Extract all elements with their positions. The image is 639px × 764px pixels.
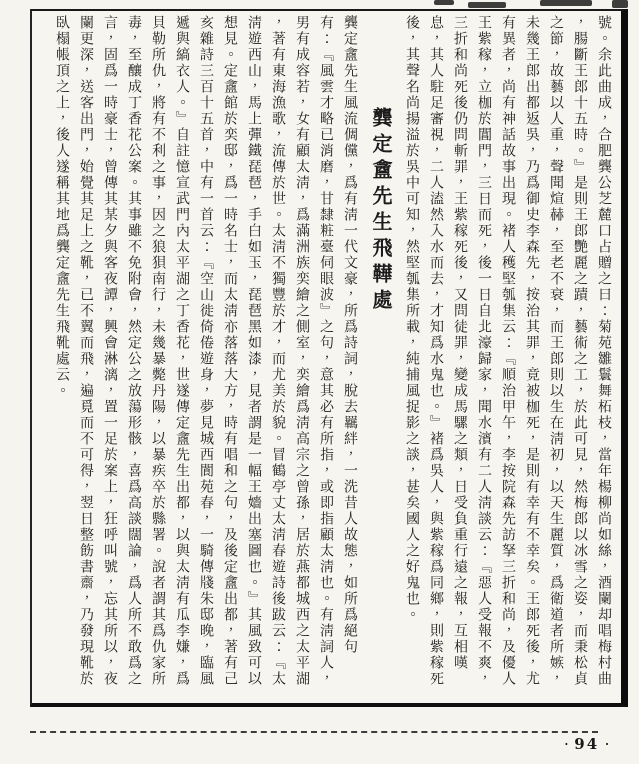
text-column: 後，其聲名尚揚溢於吳中可知，然堅瓠集所載，純捕風捉影之談，甚矣國人之好鬼也。 — [404, 15, 420, 623]
text-column: 王紫稼，立枷於閶門，三日而死，後一日自北濠歸家，聞水濱有二人淸談云：『惡人受報不爽， — [476, 15, 492, 687]
text-column: 息，其人駐足審視，二人溘然入水而去，才知爲水鬼也。』褚爲吳人，與紫稼爲同鄉，則紫稼死 — [428, 15, 444, 687]
text-column: 未幾王郎出都返吳，乃爲御史李森先，按治其罪，竟被枷死，是則有幸有不幸矣。王郎死後，尤 — [524, 15, 540, 687]
scan-artifact — [612, 0, 628, 8]
text-column: 有：『風雲才略已消磨，甘隸粧臺伺眼波』之句，意其必有所指，或即指顧太淸也。有淸詞人， — [318, 15, 334, 687]
text-column: 貝勒所仇，將有不利之事，因之狼狽南行，未幾暴斃丹陽，以暴疾卒於縣署。說者謂其爲仇家所 — [150, 15, 166, 687]
text-column: 有異者，尚有神話故事出現。褚人穫堅瓠集云：『順治甲午，李按院森先訪拏三折和尚，及優人 — [500, 15, 516, 687]
text-column: ，著有東海漁歌，流傳於世。太淸不獨豐於才，而尤美於貌。冒鶴亭丈太淸春遊詩後跋云：『太 — [270, 15, 286, 687]
text-column: 之節，故藝以人重，聲聞煊赫，至老不衰，而王郎則以生在淸初，以天生麗質，爲衛道者所嫉， — [548, 15, 564, 687]
text-column: 男有成容若，女有顧太淸，爲滿洲族奕繪之側室，奕繪爲淸高宗之曾孫，居於燕都城西之太平湖 — [294, 15, 310, 687]
scan-artifact — [434, 0, 454, 5]
text-column: 毒，至釀成丁香花公案。其事雖不免附會，然定公之放蕩形骸，喜爲高談闊論，爲人所不敢爲之 — [126, 15, 142, 687]
text-column: 臥榻帳頂之上，後人遂稱其地爲龔定盦先生飛靴處云。 — [54, 15, 70, 399]
text-column: 遞與縞衣人。』自註憶宣武門內太平湖之丁香花，世遂傳定盦先生出都，以與太淸有瓜李嫌，爲 — [174, 15, 190, 687]
text-column: 號。余此曲成，合肥龔公芝麓口占贈之曰：菊苑雛鬟舞柘枝，當年楊柳尚如絲，酒闌却唱梅村曲 — [596, 15, 612, 687]
text-column: 闌更深，送客出門，始覺其足上之靴，已不翼而飛，遍覓而不可得，翌日整飭書齋，乃發現靴於 — [78, 15, 94, 687]
page-number-value: 94 — [574, 735, 600, 753]
page-number — [564, 735, 609, 753]
text-column: 言，固爲一時豪士，曾傳其某夕與客夜譚，興會淋漓，置一足於案上，狂呼叫號，忘其所以，夜 — [102, 15, 118, 687]
text-column: 三折和尚死後仍問斬罪，王紫稼死後，又問徒罪，變成馬騾之類，日受負重行遠之報，互相嘆 — [452, 15, 468, 671]
text-column: 龔定盦先生風流倜儻，爲有淸一代文豪，所爲詩詞，脫去羈絆，一洗昔人故態，如所爲絕句 — [342, 15, 358, 655]
text-column: 亥雜詩三百十五首，中有一首云：『空山徙倚倦遊身，夢見城西閬苑春，一騎傳牋朱邸晚，臨風 — [198, 15, 214, 687]
text-block — [35, 15, 616, 697]
page-number-dot: · — [564, 737, 569, 751]
text-column: ，腸斷王郎十五時。』是則王郎艷麗之蹟，藝術之工，於此可見，然梅郎以冰雪之姿，而秉松貞 — [572, 15, 588, 687]
page-number-dot: · — [605, 737, 609, 751]
section-title: 龔定盦先生飛鞾處 — [369, 107, 393, 315]
text-column: 想見。定盦館於奕邸，爲一時名士，而太淸亦落落大方，時有唱和之句，及後定盦出都，著有己 — [222, 15, 238, 687]
page-frame-border — [30, 9, 628, 707]
scan-artifact — [540, 0, 592, 6]
text-column: 淸遊西山，馬上彈鐵琵琶，手白如玉，琵琶黑如漆，見者謂是一幅王嬙出塞圖也。』其風致可以 — [246, 15, 262, 687]
scan-artifact — [468, 2, 506, 8]
footer-divider — [30, 731, 598, 733]
